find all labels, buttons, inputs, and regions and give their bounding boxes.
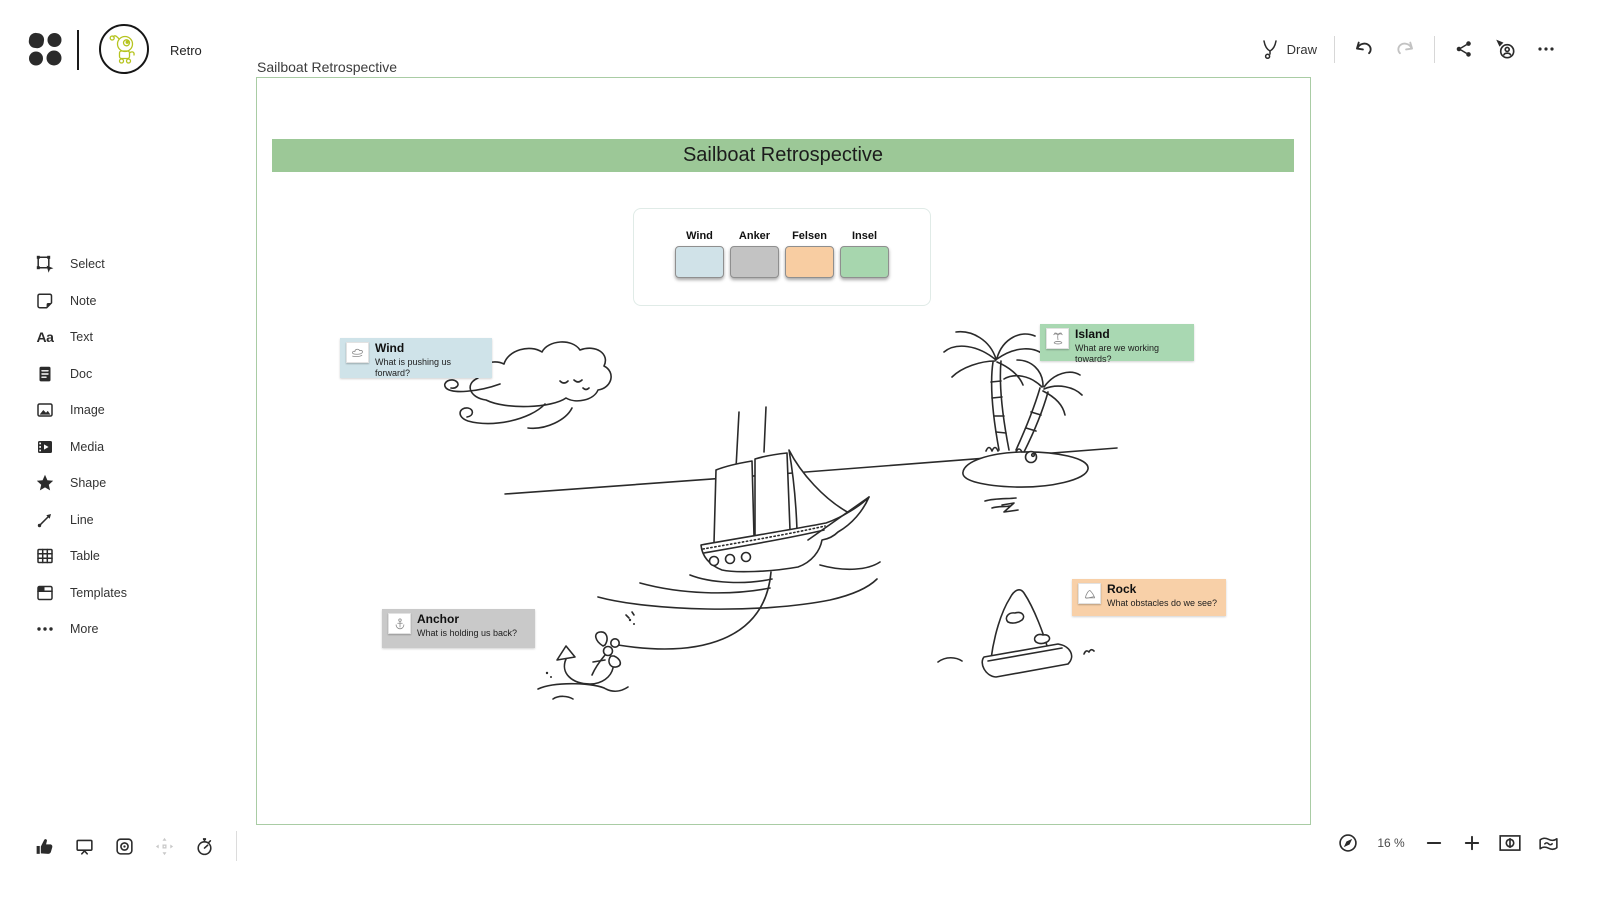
image-icon — [34, 400, 56, 420]
fit-frame-icon — [1498, 832, 1522, 854]
present-button[interactable] — [72, 834, 96, 858]
note-title: Rock — [1107, 582, 1137, 596]
plus-icon — [1463, 834, 1481, 852]
note-question: What is pushing us forward? — [375, 357, 452, 378]
redo-button[interactable] — [1393, 37, 1417, 61]
undo-icon — [1353, 38, 1375, 60]
legend-label: Anker — [738, 230, 771, 242]
tool-label: Shape — [70, 476, 107, 490]
text-icon: Aa — [36, 329, 54, 345]
tool-label: Text — [70, 330, 93, 344]
undo-button[interactable] — [1352, 37, 1376, 61]
pan-arrows-icon — [154, 836, 175, 857]
island-sketch-icon — [1046, 328, 1069, 349]
avatar[interactable] — [99, 24, 149, 74]
map-icon — [1537, 833, 1560, 854]
draw-pen-icon — [1260, 38, 1280, 60]
note-icon — [34, 291, 56, 311]
table-icon — [34, 546, 56, 566]
select-icon — [34, 254, 56, 274]
tool-select[interactable] — [34, 254, 127, 274]
sailboat-sketch — [598, 407, 880, 609]
note-question: What are we working towards? — [1075, 343, 1160, 364]
minimap-button[interactable] — [1536, 831, 1560, 855]
legend-label: Insel — [851, 230, 878, 242]
frame-label[interactable]: Sailboat Retrospective — [257, 59, 398, 75]
anchor-sketch-icon — [388, 613, 411, 634]
minus-icon — [1425, 834, 1443, 852]
tool-label: Media — [70, 439, 105, 454]
share-button[interactable] — [1452, 37, 1476, 61]
presentation-screen-icon — [74, 836, 95, 857]
tool-line[interactable] — [34, 510, 127, 530]
tool-media[interactable] — [34, 437, 127, 457]
templates-icon — [34, 583, 56, 603]
robot-avatar-sketch-icon — [104, 29, 144, 69]
focus-target-icon — [114, 836, 135, 857]
board-title: Sailboat Retrospective — [682, 144, 884, 166]
rock-sketch — [938, 590, 1094, 677]
move-canvas-button[interactable] — [152, 834, 176, 858]
tool-label: Note — [70, 293, 97, 308]
note-title: Island — [1075, 327, 1110, 341]
presence-button[interactable] — [1493, 37, 1517, 61]
shape-star-icon — [34, 473, 56, 493]
note-rock[interactable] — [1072, 579, 1226, 616]
zoom-controls — [1336, 831, 1560, 855]
note-question: What obstacles do we see? — [1107, 598, 1218, 608]
rock-sketch-icon — [1078, 583, 1101, 604]
center-content-button[interactable] — [112, 834, 136, 858]
zoom-out-button[interactable] — [1422, 831, 1446, 855]
compass-button[interactable] — [1336, 831, 1360, 855]
tool-label: Table — [70, 549, 100, 563]
reaction-toolbar — [32, 831, 237, 861]
tool-label: Line — [70, 512, 94, 527]
tool-label: Image — [70, 403, 105, 417]
note-title: Anchor — [417, 612, 459, 626]
bottombar-divider — [236, 831, 237, 861]
tool-image[interactable] — [34, 400, 127, 420]
note-question: What is holding us back? — [417, 628, 518, 638]
wind-sketch-icon — [346, 342, 369, 363]
reactions-button[interactable] — [32, 834, 56, 858]
note-anchor[interactable] — [382, 609, 535, 648]
app-logo-icon — [26, 30, 66, 70]
tool-doc[interactable] — [34, 364, 127, 384]
tool-shape[interactable] — [34, 473, 127, 493]
ellipsis-icon — [1536, 39, 1556, 59]
legend-label: Wind — [686, 230, 713, 242]
tool-label: Doc — [70, 366, 93, 381]
tool-palette — [34, 254, 127, 639]
tool-label: More — [70, 622, 99, 636]
thumbs-up-icon — [34, 836, 55, 857]
tool-label: Templates — [70, 585, 127, 600]
stopwatch-icon — [194, 836, 215, 857]
note-wind[interactable] — [340, 338, 492, 378]
header-divider — [77, 30, 79, 70]
tool-templates[interactable] — [34, 583, 127, 603]
tool-more[interactable] — [34, 619, 127, 639]
note-title: Wind — [375, 341, 405, 355]
anchor-sketch — [538, 612, 635, 699]
legend-label: Felsen — [792, 230, 827, 242]
tool-note[interactable] — [34, 291, 127, 311]
share-icon — [1454, 39, 1474, 59]
line-icon — [34, 510, 56, 530]
note-island[interactable] — [1040, 324, 1194, 364]
draw-label: Draw — [1286, 41, 1317, 57]
zoom-level[interactable]: 16 % — [1377, 836, 1405, 850]
tool-label: Select — [70, 257, 105, 271]
follow-cursor-person-icon — [1494, 38, 1516, 60]
tool-text[interactable] — [34, 327, 127, 347]
redo-icon — [1394, 38, 1416, 60]
fit-to-screen-button[interactable] — [1498, 831, 1522, 855]
toolbar-divider — [1334, 36, 1335, 63]
canvas-drawings[interactable] — [256, 77, 1311, 825]
draw-button[interactable] — [1260, 38, 1317, 60]
doc-icon — [34, 364, 56, 384]
tool-table[interactable] — [34, 546, 127, 566]
top-toolbar — [1260, 34, 1558, 64]
compass-icon — [1337, 832, 1359, 854]
timer-button[interactable] — [192, 834, 216, 858]
more-tools-icon — [34, 619, 56, 639]
toolbar-divider — [1434, 36, 1435, 63]
media-icon — [34, 437, 56, 457]
zoom-in-button[interactable] — [1460, 831, 1484, 855]
board-name[interactable]: Retro — [170, 43, 202, 58]
more-options-button[interactable] — [1534, 37, 1558, 61]
